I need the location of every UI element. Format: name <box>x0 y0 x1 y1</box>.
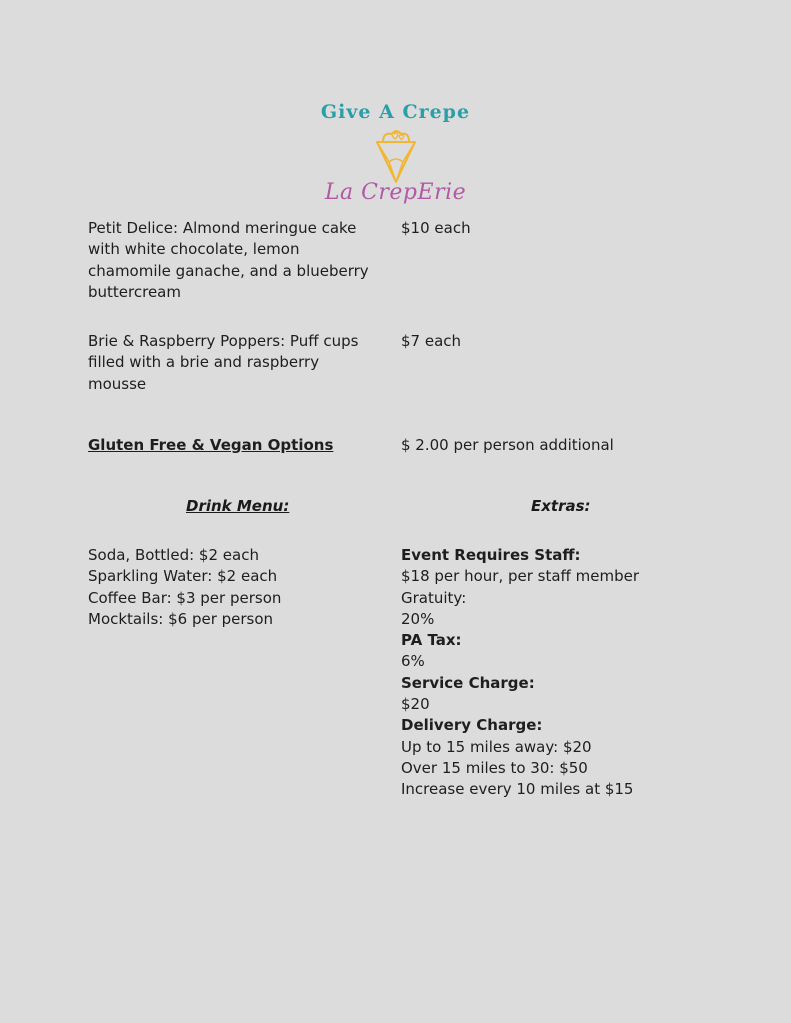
delivery-line: Increase every 10 miles at $15 <box>401 780 634 799</box>
gluten-free-price: $ 2.00 per person additional <box>401 436 614 454</box>
staff-label: Event Requires Staff: <box>401 546 581 564</box>
drink-item: Soda, Bottled: $2 each <box>88 546 259 564</box>
extras-heading: Extras: <box>531 497 591 515</box>
brand-script-logo: La CrepErie <box>324 180 467 205</box>
gratuity-value: 20% <box>401 609 435 628</box>
menu-item-price: $7 each <box>401 332 462 350</box>
drink-list <box>88 545 370 630</box>
delivery-line: Over 15 miles to 30: $50 <box>401 758 588 777</box>
crepe-cone-icon <box>373 128 419 184</box>
extras-list <box>401 545 701 801</box>
delivery-charge-label: Delivery Charge: <box>401 716 543 735</box>
staff-value: $18 per hour, per staff member <box>401 567 640 586</box>
menu-item-description: Petit Delice: Almond meringue cake with white chocolate, lemon chamomile ganache, and a blueberry buttercream <box>88 219 369 301</box>
menu-item-description: Brie & Raspberry Poppers: Puff cups filled with a brie and raspberry mousse <box>88 332 359 393</box>
service-charge-value: $20 <box>401 695 430 714</box>
service-charge-label: Service Charge: <box>401 673 535 692</box>
gluten-free-label: Gluten Free & Vegan Options <box>88 436 334 454</box>
delivery-line: Up to 15 miles away: $20 <box>401 737 592 756</box>
menu-item-price: $10 each <box>401 219 471 237</box>
drink-item: Mocktails: $6 per person <box>88 609 274 628</box>
drink-item: Sparkling Water: $2 each <box>88 567 278 586</box>
drink-menu-heading: Drink Menu: <box>186 497 290 515</box>
tax-label: PA Tax: <box>401 631 462 650</box>
gratuity-label: Gratuity: <box>401 588 467 607</box>
drink-item: Coffee Bar: $3 per person <box>88 588 282 607</box>
tax-value: 6% <box>401 652 425 671</box>
brand-title: Give A Crepe <box>320 101 471 123</box>
